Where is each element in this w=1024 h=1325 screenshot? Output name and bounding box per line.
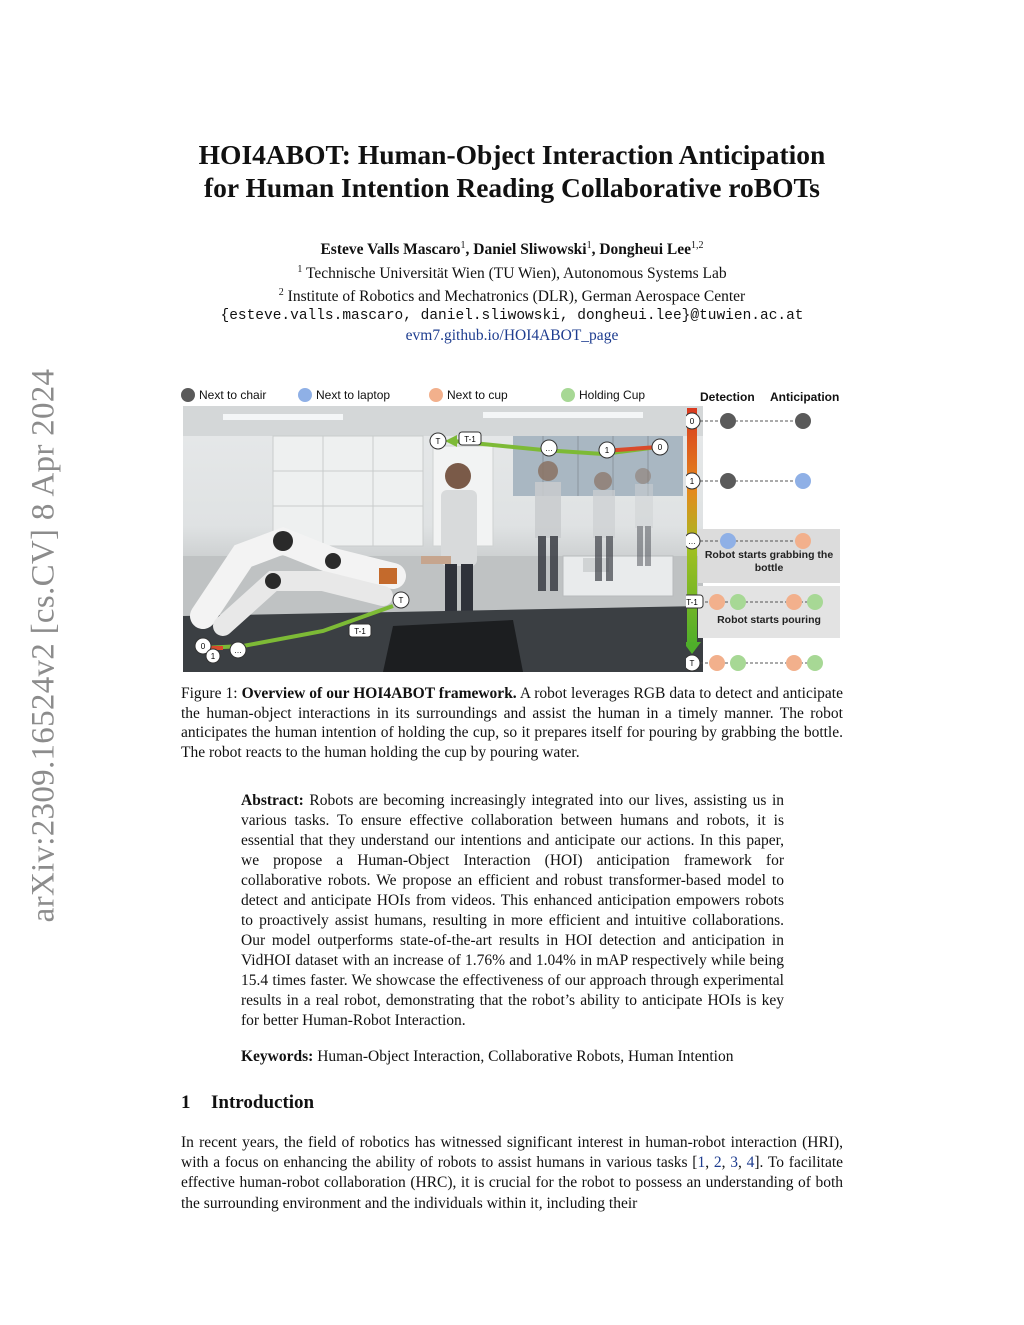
hoi-timeline bbox=[686, 406, 846, 672]
keywords-label: Keywords: bbox=[241, 1048, 314, 1065]
ant-dot-rowtm1-b bbox=[807, 594, 823, 610]
affiliation-1-text: Technische Universität Wien (TU Wien), Autonomous Systems Lab bbox=[305, 264, 727, 282]
tl-label-1: 1 bbox=[689, 477, 695, 486]
author-3: Dongheui Lee bbox=[599, 241, 692, 259]
author-emails: {esteve.valls.mascaro, daniel.sliwowski, dongheui.lee}@tuwien.ac.at bbox=[220, 307, 804, 324]
robot-marker-0-label: 0 bbox=[200, 642, 206, 651]
cooktop bbox=[383, 620, 523, 672]
keywords bbox=[241, 1047, 801, 1067]
timeline-diagram bbox=[686, 406, 846, 672]
legend-label-chair: Next to chair bbox=[199, 388, 267, 402]
note-1: Robot starts grabbing the bottle bbox=[704, 549, 834, 574]
ant-dot-rowt-a bbox=[786, 655, 802, 671]
legend-dot-cup bbox=[429, 388, 443, 402]
intro-part-2: To facilitate effective human-robot collaboration (HRC), it is crucial for the robot to possess an understanding of both the surrounding environment and the individuals within it, including their bbox=[181, 1154, 844, 1212]
robot-marker-t-label: T bbox=[398, 596, 404, 605]
legend-dot-chair bbox=[181, 388, 195, 402]
robot-marker-dots-label: … bbox=[234, 646, 242, 655]
legend-item-laptop bbox=[298, 388, 390, 402]
path-marker-t-label: T bbox=[435, 437, 441, 446]
figure-1 bbox=[181, 384, 843, 674]
title-line-2: for Human Intention Reading Collaborative roBOTs bbox=[203, 172, 821, 203]
header-anticipation: Anticipation bbox=[770, 390, 840, 404]
det-dot-row1 bbox=[720, 473, 736, 489]
legend-dot-laptop bbox=[298, 388, 312, 402]
legend-item-chair bbox=[181, 388, 266, 402]
affiliation-2-mark: 2 bbox=[278, 287, 284, 299]
tl-label-t: T bbox=[689, 659, 695, 668]
path-marker-0-label: 0 bbox=[657, 443, 663, 452]
human-path-arrowhead bbox=[445, 435, 457, 447]
abstract bbox=[241, 791, 784, 1031]
det-dot-rowtm1-a bbox=[709, 594, 725, 610]
intro-paragraph: In recent years, the field of robotics has witnessed significant interest in human-robot interaction (HRI), with a focus on enhancing the ability of robots to assist humans in various tasks [1, 2, 3, 4]. To facilitate effective human-robot collaboration (HRC), it is crucial for the robot to possess an understanding of both the surrounding environment and the individuals within it, including their bbox=[181, 1134, 844, 1212]
det-dot-rowt-a bbox=[709, 655, 725, 671]
timeline-arrowhead bbox=[686, 642, 701, 654]
legend-label-cup: Next to cup bbox=[447, 388, 508, 402]
section-title: Introduction bbox=[211, 1092, 315, 1113]
legend-label-holding: Holding Cup bbox=[579, 388, 646, 402]
ant-dot-row1 bbox=[795, 473, 811, 489]
det-dot-rowt-b bbox=[730, 655, 746, 671]
title-line-1: HOI4ABOT: Human-Object Interaction Anticipation bbox=[198, 139, 826, 170]
citation-4[interactable]: 4 bbox=[746, 1154, 755, 1172]
ceiling-light bbox=[223, 414, 343, 420]
scene-photo bbox=[183, 406, 703, 672]
robot-marker-1-label: 1 bbox=[210, 652, 216, 661]
caption-text: A robot leverages RGB data to detect and anticipate the human-object interactions in its surroundings and assist the human in a timely manner. The robot anticipates the human intention of holding the cup, so it prepares itself for pouring by grabbing the bottle. The robot reacts to the human holding the cup by pouring water. bbox=[181, 685, 843, 761]
note-1-wrapper bbox=[700, 549, 838, 581]
scene-illustration bbox=[183, 406, 703, 672]
caption-label: Figure 1: bbox=[181, 685, 238, 702]
abstract-text: Robots are becoming increasingly integrated into our lives, assisting us in various tasks. To ensure effective collaboration between humans and robots, it is essential that they understand our intentions and anticipate our actions. In this paper, we propose a Human-Object Interaction (HOI) anticipation framework for collaborative robots. We propose an efficient and robust transformer-based model to detect and anticipate HOIs from videos. This enhanced anticipation empowers robots to proactively assist humans, resulting in more efficient and intuitive collaborations. Our model outperforms state-of-the-art results in HOI detection and anticipation in VidHOI dataset with an increase of 1.76% and 1.04% in mAP respectively while being 15.4 times faster. We showcase the effectiveness of our approach through experimental results in a real robot, demonstrating that the robot’s ability to anticipate HOIs is key for better Human-Robot Interaction. bbox=[241, 792, 784, 1029]
legend-item-cup bbox=[429, 388, 508, 402]
legend-label-laptop: Next to laptop bbox=[316, 388, 391, 402]
path-marker-tm1-label: T-1 bbox=[464, 435, 476, 444]
arxiv-side-stamp: arXiv:2309.16524v2 [cs.CV] 8 Apr 2024 bbox=[25, 368, 62, 923]
tl-label-dots: … bbox=[688, 537, 696, 546]
note-2: Robot starts pouring bbox=[717, 614, 821, 626]
header-detection: Detection bbox=[700, 390, 755, 404]
author-2-affil: 1 bbox=[586, 240, 592, 251]
ceiling-light bbox=[483, 412, 643, 418]
citation-1[interactable]: 1 bbox=[697, 1154, 706, 1172]
shelf bbox=[273, 436, 423, 546]
citation-3[interactable]: 3 bbox=[730, 1154, 738, 1172]
project-page-link[interactable]: evm7.github.io/HOI4ABOT_page bbox=[405, 327, 619, 345]
det-dot-rowdots bbox=[720, 533, 736, 549]
legend-item-holding bbox=[561, 388, 645, 402]
intro-part-1: In recent years, the field of robotics has witnessed significant interest in human-robot interaction (HRI), with a focus on enhancing the ability of robots to assist humans in various tasks bbox=[181, 1134, 843, 1172]
author-block bbox=[140, 236, 884, 346]
ant-dot-rowt-b bbox=[807, 655, 823, 671]
citation-2[interactable]: 2 bbox=[713, 1154, 722, 1172]
author-2: Daniel Sliwowski bbox=[473, 241, 587, 259]
section-number: 1 bbox=[181, 1092, 191, 1113]
affiliation-1 bbox=[140, 260, 884, 284]
ant-dot-rowtm1-a bbox=[786, 594, 802, 610]
det-dot-row0 bbox=[720, 413, 736, 429]
desk bbox=[563, 556, 673, 596]
note-2-wrapper bbox=[700, 614, 838, 632]
affiliation-1-mark: 1 bbox=[297, 263, 303, 275]
section-heading bbox=[181, 1092, 314, 1114]
ant-dot-rowdots bbox=[795, 533, 811, 549]
det-dot-rowtm1-b bbox=[730, 594, 746, 610]
author-names: Esteve Valls Mascaro$^1$, Daniel Sliwowski$^1$, Dongheui Lee$^{1,2}$ bbox=[320, 240, 704, 259]
author-1-affil: 1 bbox=[460, 240, 466, 251]
affiliation-2-text: Institute of Robotics and Mechatronics (DLR), German Aerospace Center bbox=[287, 288, 746, 306]
abstract-label: Abstract: bbox=[241, 792, 304, 809]
ant-dot-row0 bbox=[795, 413, 811, 429]
ceiling bbox=[183, 406, 703, 436]
author-1: Esteve Valls Mascaro bbox=[320, 241, 461, 259]
affiliation-2 bbox=[140, 283, 884, 307]
robot-marker-tm1-label: T-1 bbox=[354, 627, 366, 636]
keywords-text: Human-Object Interaction, Collaborative Robots, Human Intention bbox=[317, 1048, 734, 1065]
tl-label-0: 0 bbox=[689, 417, 695, 426]
author-3-affil: 1,2 bbox=[691, 240, 704, 251]
caption-bold: Overview of our HOI4ABOT framework. bbox=[241, 685, 517, 702]
tl-label-tm1: T-1 bbox=[686, 598, 698, 607]
path-marker-1-label: 1 bbox=[604, 446, 610, 455]
figure-caption bbox=[181, 684, 843, 762]
figure-legend bbox=[181, 384, 843, 408]
paper-title bbox=[140, 138, 884, 204]
timeline-bar bbox=[687, 408, 697, 646]
legend-dot-holding bbox=[561, 388, 575, 402]
path-marker-dots-label: … bbox=[545, 444, 553, 453]
